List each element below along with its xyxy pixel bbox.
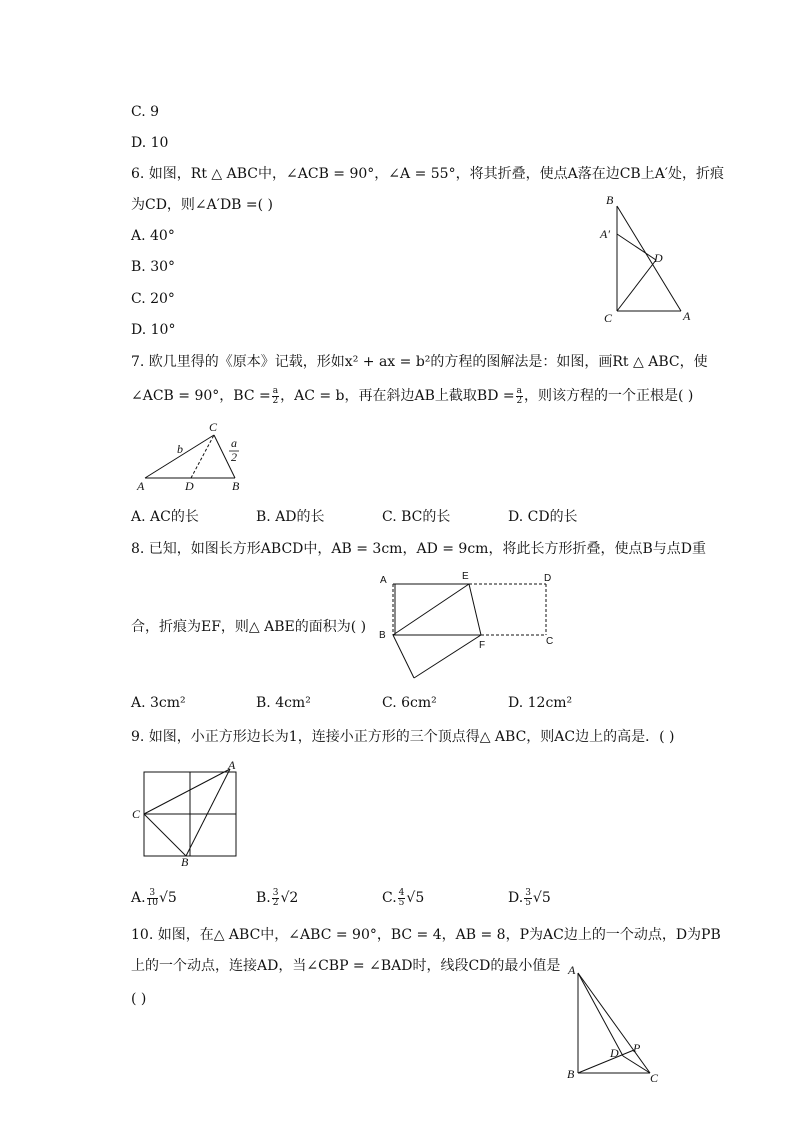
q7-label-d: D — [185, 479, 194, 493]
q8-label-c: C — [546, 636, 554, 647]
q7-stem-line1: 7. 欧几里得的《原本》记载，形如x² + ax = b²的方程的图解法是：如图，画Rt △ ABC，使 — [131, 354, 708, 370]
q7-label-b-side: b — [177, 442, 183, 456]
q8-label-d: D — [544, 573, 552, 584]
q9-stem-line1: 9. 如图，小正方形边长为1，连接小正方形的三个顶点得△ ABC，则AC边上的高是．( ) — [131, 729, 675, 745]
q8-option-b: B. 4cm² — [256, 695, 311, 711]
q10-stem-line3: ( ) — [131, 991, 147, 1007]
q9-option-b: B. $\frac{3}{2}$ √2 — [256, 887, 299, 908]
q8-label-f: F — [479, 640, 486, 651]
q8-option-c: C. 6cm² — [382, 695, 437, 711]
q10-stem-line2: 上的一个动点，连接AD，当∠CBP = ∠BAD时，线段CD的最小值是 — [131, 958, 561, 974]
q6-option-d: D. 10° — [131, 322, 176, 338]
q6-label-c: C — [604, 311, 613, 325]
q7-option-d: D. CD的长 — [508, 509, 578, 525]
q5-option-c: C. 9 — [131, 104, 160, 120]
q7-label-c: C — [209, 420, 218, 434]
q7-option-b: B. AD的长 — [256, 509, 325, 525]
q8-label-b: B — [379, 630, 386, 641]
q8-stem-line2: 合，折痕为EF，则△ ABE的面积为( ) — [131, 619, 367, 635]
q6-label-a-prime: A′ — [600, 227, 610, 241]
q5-option-d: D. 10 — [131, 135, 169, 151]
q6-label-a: A — [683, 309, 691, 323]
q7-stem-part-c: ，则该方程的一个正根是( ) — [524, 388, 694, 404]
q10-figure — [560, 960, 670, 1090]
q8-option-d: D. 12cm² — [508, 695, 573, 711]
q9-label-a: A — [228, 758, 236, 772]
q10-label-b: B — [567, 1067, 575, 1081]
q6-figure — [595, 190, 705, 330]
q6-label-d: D — [654, 251, 663, 265]
q7-label-a: A — [137, 479, 145, 493]
q6-label-b: B — [606, 193, 614, 207]
q7-option-c: C. BC的长 — [382, 509, 451, 525]
q7-fraction-2: $\frac{a}{2}$ — [516, 385, 523, 406]
q9-figure — [130, 760, 240, 870]
q6-option-c: C. 20° — [131, 291, 175, 307]
q7-figure — [133, 420, 253, 495]
q6-option-b: B. 30° — [131, 259, 176, 275]
q10-stem-line1: 10. 如图，在△ ABC中，∠ABC = 90°，BC = 4，AB = 8，P为AC边上的一个动点，D为PB — [131, 927, 721, 943]
q8-figure — [376, 570, 561, 682]
q9-option-c: C. $\frac{4}{5}$ √5 — [382, 887, 425, 908]
q8-label-e: E — [462, 571, 469, 582]
q6-stem-line2: 为CD，则∠A′DB =( ) — [131, 197, 274, 213]
q10-label-a: A — [568, 963, 576, 977]
q7-stem-line2 — [131, 386, 693, 406]
q9-option-a: A. $\frac{3}{10}$ √5 — [131, 887, 177, 908]
q10-label-c: C — [650, 1071, 659, 1085]
q6-stem-line1: 6. 如图，Rt △ ABC中，∠ACB = 90°，∠A = 55°，将其折叠，使点A落在边CB上A′处，折痕 — [131, 166, 724, 182]
q7-option-a: A. AC的长 — [131, 509, 199, 525]
q10-label-p: P — [633, 1041, 641, 1055]
q8-option-a: A. 3cm² — [131, 695, 186, 711]
q7-stem-part-a: ∠ACB = 90°，BC = — [131, 388, 271, 404]
q7-label-two: 2 — [231, 450, 237, 464]
q7-fraction-1: $\frac{a}{2}$ — [272, 385, 279, 406]
q7-stem-part-b: ，AC = b，再在斜边AB上截取BD = — [280, 388, 515, 404]
q8-stem-line1: 8. 已知，如图长方形ABCD中，AB = 3cm，AD = 9cm，将此长方形折叠，使点B与点D重 — [131, 541, 706, 557]
q8-label-a: A — [380, 575, 387, 586]
q10-label-d: D — [610, 1046, 619, 1060]
q9-option-d: D. $\frac{3}{5}$ √5 — [508, 887, 551, 908]
q7-label-b: B — [232, 479, 240, 493]
q9-label-c: C — [132, 807, 141, 821]
q9-label-b: B — [181, 855, 189, 869]
q6-option-a: A. 40° — [131, 228, 175, 244]
q7-label-a-num: a — [231, 436, 237, 450]
